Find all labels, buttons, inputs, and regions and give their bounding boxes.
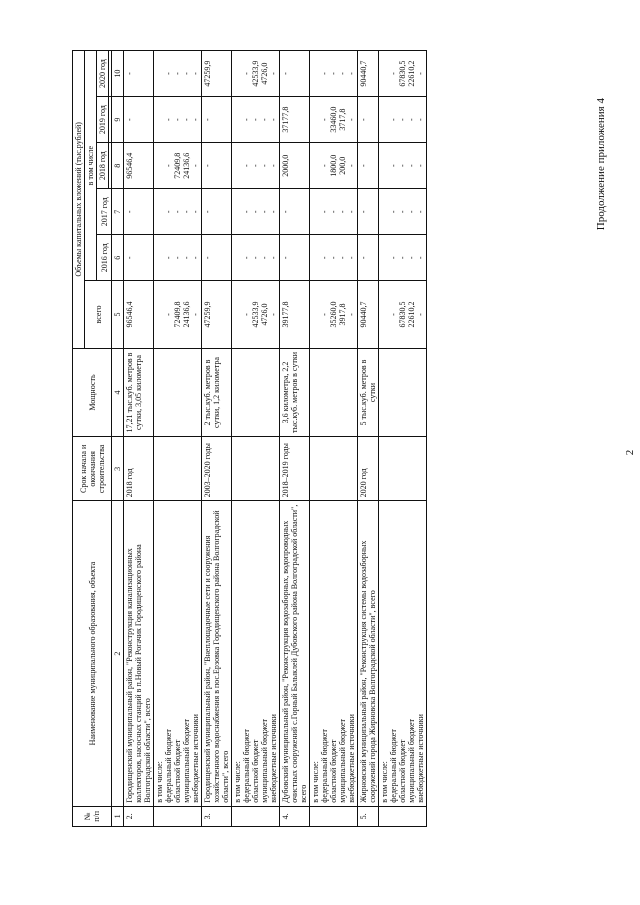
breakdown-value: - xyxy=(407,210,416,214)
breakdown-values xyxy=(232,189,280,235)
breakdown-value: - xyxy=(320,118,329,122)
breakdown-value: - xyxy=(191,118,200,122)
breakdown-empty xyxy=(310,348,358,437)
breakdown-value: 72409,8 xyxy=(173,152,182,179)
value-cell: - xyxy=(124,189,154,235)
breakdown-value: - xyxy=(269,256,278,260)
breakdown-value: - xyxy=(164,72,173,75)
breakdown-value: - xyxy=(242,256,251,260)
row-number: 5. xyxy=(358,806,379,826)
column-number-5: 5 xyxy=(112,281,124,348)
capacity: 2 тыс.куб. метров в сутки, 1,2 километра xyxy=(202,348,232,437)
page-number: 2 xyxy=(624,449,636,456)
breakdown-value: - xyxy=(269,210,278,214)
breakdown-row xyxy=(232,51,280,827)
capacity: 3,6 километра, 2,2 тыс.куб. метров в сутки xyxy=(280,348,310,437)
breakdown-label: в том числе: xyxy=(155,761,164,803)
breakdown-spacer xyxy=(311,284,320,344)
col-header-including: в том числе xyxy=(85,51,97,281)
breakdown-value: - xyxy=(329,72,338,75)
breakdown-value: - xyxy=(320,210,329,214)
breakdown-value: - xyxy=(269,313,278,316)
breakdown-labels xyxy=(154,501,202,806)
breakdown-spacer xyxy=(380,192,389,231)
col-header-capacity: Мощность xyxy=(73,348,112,437)
value-cell: 96546,4 xyxy=(124,143,154,189)
column-number-row xyxy=(112,51,124,827)
column-number-3: 3 xyxy=(112,437,124,501)
breakdown-empty xyxy=(154,437,202,501)
breakdown-spacer xyxy=(380,284,389,344)
breakdown-value: - xyxy=(347,256,356,260)
breakdown-spacer xyxy=(311,54,320,93)
breakdown-spacer xyxy=(155,192,164,231)
column-number-6: 6 xyxy=(112,235,124,281)
breakdown-label: областной бюджет xyxy=(251,739,260,803)
breakdown-value: - xyxy=(416,210,425,214)
col-header-2016: 2016 год xyxy=(97,235,112,281)
breakdown-values xyxy=(310,189,358,235)
breakdown-values xyxy=(154,143,202,189)
value-cell: 90440,7 xyxy=(358,281,379,348)
breakdown-spacer xyxy=(233,100,242,139)
breakdown-empty xyxy=(379,806,427,826)
breakdown-value: - xyxy=(164,210,173,214)
row-number: 4. xyxy=(280,806,310,826)
row-number: 2. xyxy=(124,806,154,826)
breakdown-values xyxy=(310,51,358,97)
breakdown-value: - xyxy=(164,313,173,316)
breakdown-values xyxy=(379,189,427,235)
col-header-2019: 2019 год xyxy=(97,97,109,143)
breakdown-label: федеральный бюджет xyxy=(242,729,251,803)
breakdown-value: - xyxy=(416,72,425,75)
breakdown-spacer xyxy=(311,192,320,231)
breakdown-value: - xyxy=(389,164,398,168)
breakdown-value: - xyxy=(251,164,260,168)
breakdown-value: - xyxy=(260,118,269,122)
breakdown-value: - xyxy=(347,313,356,316)
breakdown-value: - xyxy=(191,313,200,316)
table-row xyxy=(358,51,379,827)
breakdown-value: - xyxy=(398,118,407,122)
breakdown-value: - xyxy=(164,256,173,260)
breakdown-labels xyxy=(379,501,427,806)
breakdown-value: - xyxy=(398,256,407,260)
breakdown-spacer xyxy=(233,146,242,185)
col-header-no: № п/п xyxy=(73,806,112,826)
value-cell: 37177,8 xyxy=(280,97,310,143)
breakdown-spacer xyxy=(311,100,320,139)
breakdown-label: в том числе: xyxy=(233,761,242,803)
breakdown-value: 67830,5 xyxy=(398,60,407,87)
breakdown-label: федеральный бюджет xyxy=(164,729,173,803)
breakdown-value: - xyxy=(329,210,338,214)
table-row xyxy=(280,51,310,827)
breakdown-values xyxy=(379,97,427,143)
breakdown-spacer xyxy=(155,238,164,277)
breakdown-value: 33460,0 xyxy=(329,106,338,133)
breakdown-value: - xyxy=(407,118,416,122)
breakdown-values xyxy=(310,235,358,281)
column-number-10: 10 xyxy=(112,51,124,97)
breakdown-spacer xyxy=(155,100,164,139)
breakdown-value: - xyxy=(251,256,260,260)
breakdown-values xyxy=(154,97,202,143)
breakdown-value: 24136,6 xyxy=(182,301,191,328)
breakdown-values xyxy=(154,51,202,97)
value-cell: - xyxy=(358,97,379,143)
breakdown-value: - xyxy=(182,256,191,260)
breakdown-value: - xyxy=(242,313,251,316)
breakdown-value: - xyxy=(389,210,398,214)
breakdown-spacer xyxy=(380,146,389,185)
breakdown-label: федеральный бюджет xyxy=(389,729,398,803)
column-number-1: 1 xyxy=(112,806,124,826)
breakdown-value: - xyxy=(182,118,191,122)
value-cell: - xyxy=(358,143,379,189)
breakdown-value: - xyxy=(242,72,251,75)
breakdown-value: - xyxy=(416,164,425,168)
value-cell: 96546,4 xyxy=(124,281,154,348)
breakdown-value: - xyxy=(173,118,182,122)
breakdown-value: 72409,8 xyxy=(173,301,182,328)
breakdown-value: - xyxy=(242,118,251,122)
construction-period: 2018 год xyxy=(124,437,154,501)
breakdown-value: - xyxy=(269,72,278,75)
breakdown-value: - xyxy=(242,210,251,214)
breakdown-label: областной бюджет xyxy=(329,739,338,803)
breakdown-value: 67830,5 xyxy=(398,301,407,328)
breakdown-value: - xyxy=(320,256,329,260)
breakdown-values xyxy=(379,281,427,348)
breakdown-spacer xyxy=(233,192,242,231)
breakdown-empty xyxy=(310,437,358,501)
col-header-total: всего xyxy=(85,281,112,348)
value-cell: 47259,9 xyxy=(202,281,232,348)
object-name: Городищенский муниципальный район, "Внеплощадочные сети и сооружения хозяйственного водоснабжения в пос.Ерзовка Городищенского района Волгоградской области", всего xyxy=(202,501,232,806)
breakdown-value: 1800,0 xyxy=(329,154,338,177)
breakdown-values xyxy=(379,235,427,281)
construction-period: 2003–2020 годы xyxy=(202,437,232,501)
object-name: Жирновский муниципальный район, "Реконструкция системы водозаборных сооружений города Жирновска Волгоградской области", всего xyxy=(358,501,379,806)
breakdown-value: - xyxy=(338,72,347,75)
capacity: 5 тыс.куб. метров в сутки xyxy=(358,348,379,437)
breakdown-value: - xyxy=(416,256,425,260)
value-cell: - xyxy=(124,97,154,143)
capacity: 17,21 тыс.куб. метров в сутки, 3,05 километра xyxy=(124,348,154,437)
breakdown-spacer xyxy=(380,238,389,277)
column-number-8: 8 xyxy=(112,143,124,189)
row-number: 3. xyxy=(202,806,232,826)
breakdown-values xyxy=(154,235,202,281)
col-header-2018: 2018 год xyxy=(97,143,109,189)
breakdown-values xyxy=(232,235,280,281)
breakdown-value: - xyxy=(260,210,269,214)
breakdown-value: - xyxy=(320,313,329,316)
table-row xyxy=(124,51,154,827)
breakdown-empty xyxy=(232,348,280,437)
breakdown-values xyxy=(232,51,280,97)
breakdown-value: - xyxy=(416,118,425,122)
breakdown-spacer xyxy=(311,146,320,185)
breakdown-spacer xyxy=(233,284,242,344)
breakdown-value: - xyxy=(251,210,260,214)
breakdown-label: в том числе: xyxy=(380,761,389,803)
breakdown-value: - xyxy=(320,72,329,75)
column-number-9: 9 xyxy=(112,97,124,143)
breakdown-empty xyxy=(154,348,202,437)
breakdown-label: муниципальный бюджет xyxy=(182,718,191,803)
breakdown-value: - xyxy=(398,164,407,168)
breakdown-label: внебюджетные источники xyxy=(347,714,356,803)
breakdown-value: - xyxy=(407,164,416,168)
col-header-2020: 2020 год xyxy=(97,51,109,97)
breakdown-values xyxy=(310,281,358,348)
breakdown-label: муниципальный бюджет xyxy=(260,718,269,803)
value-cell: - xyxy=(202,235,232,281)
breakdown-label: муниципальный бюджет xyxy=(338,718,347,803)
investment-table xyxy=(72,50,427,827)
breakdown-values xyxy=(232,143,280,189)
breakdown-value: - xyxy=(329,256,338,260)
breakdown-label: внебюджетные источники xyxy=(191,714,200,803)
breakdown-value: 4726,0 xyxy=(260,303,269,326)
breakdown-labels xyxy=(232,501,280,806)
object-name: Дубовский муниципальный район, "Реконструкция водозаборных, водопроводных очистных сооружений с.Горный Балыклей Дубовского района Волгоградской области", всего xyxy=(280,501,310,806)
col-header-2017: 2017 год xyxy=(97,189,112,235)
breakdown-value: - xyxy=(347,210,356,214)
breakdown-value: - xyxy=(173,210,182,214)
breakdown-value: - xyxy=(320,164,329,168)
column-number-2: 2 xyxy=(112,501,124,806)
breakdown-value: - xyxy=(389,118,398,122)
breakdown-label: в том числе: xyxy=(311,761,320,803)
breakdown-value: - xyxy=(269,164,278,168)
breakdown-row xyxy=(154,51,202,827)
breakdown-value: - xyxy=(260,164,269,168)
breakdown-value: - xyxy=(389,313,398,316)
breakdown-values xyxy=(379,143,427,189)
value-cell: - xyxy=(358,189,379,235)
breakdown-value: - xyxy=(338,210,347,214)
col-header-name: Наименование муниципального образования, объекта xyxy=(73,501,112,806)
value-cell: 2000,0 xyxy=(280,143,310,189)
value-cell: - xyxy=(358,235,379,281)
breakdown-values xyxy=(154,281,202,348)
breakdown-values xyxy=(379,51,427,97)
breakdown-label: муниципальный бюджет xyxy=(407,718,416,803)
breakdown-value: - xyxy=(164,164,173,168)
breakdown-values xyxy=(154,189,202,235)
breakdown-value: - xyxy=(407,256,416,260)
breakdown-value: 22610,2 xyxy=(407,60,416,87)
breakdown-label: областной бюджет xyxy=(173,739,182,803)
value-cell: - xyxy=(124,235,154,281)
breakdown-empty xyxy=(310,806,358,826)
breakdown-value: - xyxy=(389,256,398,260)
breakdown-label: областной бюджет xyxy=(398,739,407,803)
value-cell: 47259,9 xyxy=(202,51,232,97)
breakdown-value: 3917,8 xyxy=(338,303,347,326)
breakdown-value: 200,0 xyxy=(338,156,347,175)
breakdown-empty xyxy=(154,806,202,826)
breakdown-value: - xyxy=(191,164,200,168)
object-name: Городищенский муниципальный район, "Реконструкция канализационных коллекторов, насосных станций в п.Новый Рогачик Городищенского района Волгоградской области", всего xyxy=(124,501,154,806)
breakdown-value: - xyxy=(269,118,278,122)
col-header-volumes: Объемы капитальных вложений (тыс.рублей) xyxy=(73,51,85,349)
breakdown-value: - xyxy=(347,72,356,75)
column-number-4: 4 xyxy=(112,348,124,437)
breakdown-value: 3717,8 xyxy=(338,108,347,131)
breakdown-row xyxy=(310,51,358,827)
breakdown-value: - xyxy=(182,72,191,75)
breakdown-spacer xyxy=(155,284,164,344)
breakdown-spacer xyxy=(311,238,320,277)
breakdown-value: - xyxy=(182,210,191,214)
value-cell: - xyxy=(202,189,232,235)
breakdown-value: - xyxy=(173,72,182,75)
breakdown-spacer xyxy=(155,146,164,185)
breakdown-value: - xyxy=(338,256,347,260)
breakdown-label: внебюджетные источники xyxy=(416,714,425,803)
breakdown-value: - xyxy=(191,72,200,75)
value-cell: - xyxy=(202,97,232,143)
breakdown-empty xyxy=(232,437,280,501)
breakdown-value: - xyxy=(191,256,200,260)
breakdown-value: 22610,2 xyxy=(407,301,416,328)
value-cell: - xyxy=(124,51,154,97)
breakdown-empty xyxy=(232,806,280,826)
breakdown-spacer xyxy=(155,54,164,93)
breakdown-labels xyxy=(310,501,358,806)
breakdown-value: 42533,9 xyxy=(251,301,260,328)
breakdown-spacer xyxy=(233,54,242,93)
col-header-period: Срок начала и окончания строительства xyxy=(73,437,112,501)
breakdown-value: 42533,9 xyxy=(251,60,260,87)
breakdown-value: - xyxy=(398,210,407,214)
breakdown-value: 24136,6 xyxy=(182,152,191,179)
continuation-title: Продолжение приложения 4 xyxy=(595,98,607,231)
breakdown-spacer xyxy=(380,100,389,139)
breakdown-value: - xyxy=(260,256,269,260)
breakdown-value: - xyxy=(173,256,182,260)
breakdown-values xyxy=(310,143,358,189)
breakdown-spacer xyxy=(380,54,389,93)
breakdown-row xyxy=(379,51,427,827)
breakdown-spacer xyxy=(233,238,242,277)
value-cell: - xyxy=(280,51,310,97)
value-cell: 90440,7 xyxy=(358,51,379,97)
breakdown-values xyxy=(232,97,280,143)
breakdown-value: - xyxy=(416,313,425,316)
breakdown-value: - xyxy=(164,118,173,122)
breakdown-value: - xyxy=(242,164,251,168)
construction-period: 2020 год xyxy=(358,437,379,501)
table-row xyxy=(202,51,232,827)
breakdown-value: - xyxy=(389,72,398,75)
breakdown-value: - xyxy=(347,164,356,168)
breakdown-label: федеральный бюджет xyxy=(320,729,329,803)
value-cell: 39177,8 xyxy=(280,281,310,348)
breakdown-label: внебюджетные источники xyxy=(269,714,278,803)
breakdown-values xyxy=(310,97,358,143)
breakdown-empty xyxy=(379,437,427,501)
construction-period: 2018–2019 годы xyxy=(280,437,310,501)
value-cell: - xyxy=(280,235,310,281)
breakdown-value: 35260,0 xyxy=(329,301,338,328)
breakdown-value: - xyxy=(347,118,356,122)
breakdown-values xyxy=(232,281,280,348)
breakdown-value: 4726,0 xyxy=(260,62,269,85)
breakdown-value: - xyxy=(191,210,200,214)
column-number-7: 7 xyxy=(112,189,124,235)
value-cell: - xyxy=(202,143,232,189)
breakdown-value: - xyxy=(251,118,260,122)
value-cell: - xyxy=(280,189,310,235)
breakdown-empty xyxy=(379,348,427,437)
